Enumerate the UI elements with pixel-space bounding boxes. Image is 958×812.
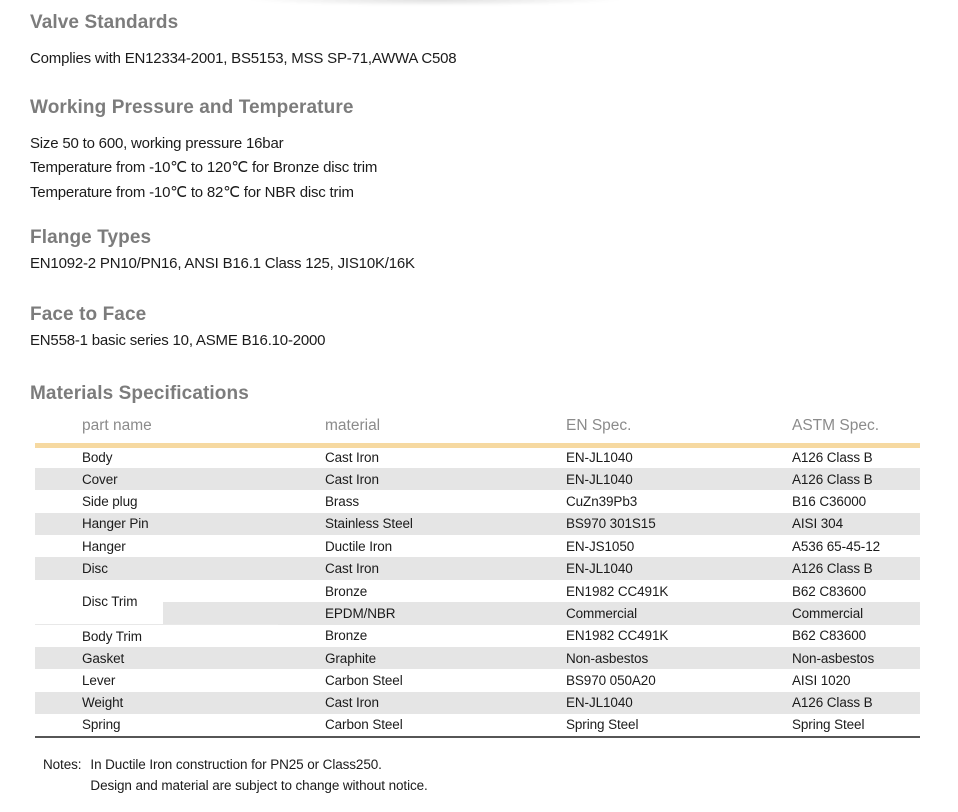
section-body (30, 252, 958, 277)
table-cell: Disc (35, 557, 278, 579)
table-header-row (35, 412, 920, 446)
table-cell: Lever (82, 673, 116, 689)
table-cell: EN-JL1040 (519, 468, 745, 490)
table-row (35, 647, 920, 669)
table-cell: Bronze (325, 628, 368, 644)
table-cell: EN-JL1040 (519, 557, 745, 579)
section-line: EN1092-2 PN10/PN16, ANSI B16.1 Class 125, JIS10K/16K (30, 255, 415, 272)
table-cell: Commercial (519, 602, 745, 624)
table-cell: Brass (325, 493, 360, 509)
spec-sections (0, 12, 958, 353)
notes-lines (90, 754, 427, 796)
table-cell: Disc Trim (35, 580, 278, 625)
table-cell: Non-asbestos (519, 647, 745, 669)
table-row (35, 446, 920, 468)
table-cell: Bronze (325, 583, 368, 599)
table-cell: Carbon Steel (278, 714, 519, 736)
table-cell: Graphite (278, 647, 519, 669)
table-cell: A126 Class B (745, 557, 920, 579)
table-header-cell: material (278, 412, 519, 446)
section-heading: Flange Types (30, 227, 152, 248)
section-line: Size 50 to 600, working pressure 16bar (30, 134, 284, 152)
section-line: Temperature from -10℃ to 82℃ for NBR disc trim (30, 183, 354, 201)
table-cell: Hanger (82, 538, 126, 554)
table-row (35, 468, 920, 490)
table-cell: Cast Iron (278, 468, 519, 490)
table-cell: Cast Iron (278, 692, 519, 714)
notes (43, 754, 958, 796)
table-cell: Body (82, 450, 113, 466)
section-body (30, 47, 958, 72)
table-header-cell: ASTM Spec. (745, 412, 920, 446)
table-row (35, 580, 920, 602)
materials-table (35, 412, 920, 738)
table-cell: Weight (35, 692, 278, 714)
table-cell: EN-JS1050 (566, 538, 635, 554)
table-cell: BS970 301S15 (519, 513, 745, 535)
section-line: Temperature from -10℃ to 120℃ for Bronze disc trim (30, 159, 378, 176)
table-cell: Commercial (745, 602, 920, 624)
notes-line: In Ductile Iron construction for PN25 or Class250. (90, 756, 382, 772)
table-cell: EN1982 CC491K (566, 628, 669, 644)
table-cell: A126 Class B (745, 692, 920, 714)
table-cell: Gasket (35, 647, 278, 669)
table-row (35, 557, 920, 579)
table-row (35, 625, 920, 647)
section-heading: Face to Face (30, 303, 147, 325)
table-cell: B62 C83600 (792, 583, 867, 599)
table-cell: Body Trim (82, 628, 142, 644)
table-cell: Spring (35, 714, 278, 736)
section (30, 227, 958, 277)
table-row (35, 535, 920, 557)
table-cell: Cast Iron (278, 557, 519, 579)
table-cell: A126 Class B (792, 450, 873, 466)
materials-heading: Materials Specifications (30, 383, 249, 404)
table-cell: B16 C36000 (792, 493, 867, 509)
section-body (30, 329, 958, 354)
table-cell: Spring Steel (519, 714, 745, 736)
section (30, 304, 958, 354)
section-heading: Valve Standards (30, 12, 179, 33)
table-cell: B62 C83600 (792, 628, 867, 644)
table-header-cell: EN Spec. (519, 412, 745, 446)
table-cell: CuZn39Pb3 (566, 493, 638, 509)
table-cell: EN-JL1040 (566, 450, 633, 466)
table-cell: Stainless Steel (278, 513, 519, 535)
table-cell: EN-JL1040 (519, 692, 745, 714)
table-row (35, 490, 920, 512)
table-row (35, 513, 920, 535)
table-row (35, 714, 920, 736)
materials-table-body (35, 446, 920, 737)
table-cell: Ductile Iron (325, 538, 393, 554)
table-cell: A536 65-45-12 (792, 538, 881, 554)
section-line: EN558-1 basic series 10, ASME B16.10-2000 (30, 331, 326, 349)
table-cell: Non-asbestos (745, 647, 920, 669)
table-cell: Spring Steel (745, 714, 920, 736)
section-line: Complies with EN12334-2001, BS5153, MSS SP-71,AWWA C508 (30, 50, 457, 67)
materials-table-head (35, 412, 920, 446)
section-heading: Working Pressure and Temperature (30, 96, 354, 118)
table-cell: EPDM/NBR (278, 602, 519, 624)
table-cell: Hanger Pin (35, 513, 278, 535)
table-cell: Side plug (82, 493, 138, 509)
table-cell: EN1982 CC491K (566, 583, 669, 599)
table-row (35, 692, 920, 714)
table-row (35, 669, 920, 691)
section-body (30, 132, 958, 206)
section (30, 12, 958, 72)
table-cell: AISI 304 (745, 513, 920, 535)
table-cell: AISI 1020 (792, 673, 851, 689)
table-cell: BS970 050A20 (566, 673, 656, 689)
notes-label: Notes: (43, 756, 82, 772)
table-cell: Carbon Steel (325, 673, 403, 689)
table-cell: A126 Class B (745, 468, 920, 490)
table-cell: Cover (35, 468, 278, 490)
notes-line: Design and material are subject to change without notice. (90, 777, 428, 793)
section (30, 97, 958, 206)
table-header-cell: part name (35, 412, 278, 446)
table-cell: Cast Iron (325, 450, 379, 466)
